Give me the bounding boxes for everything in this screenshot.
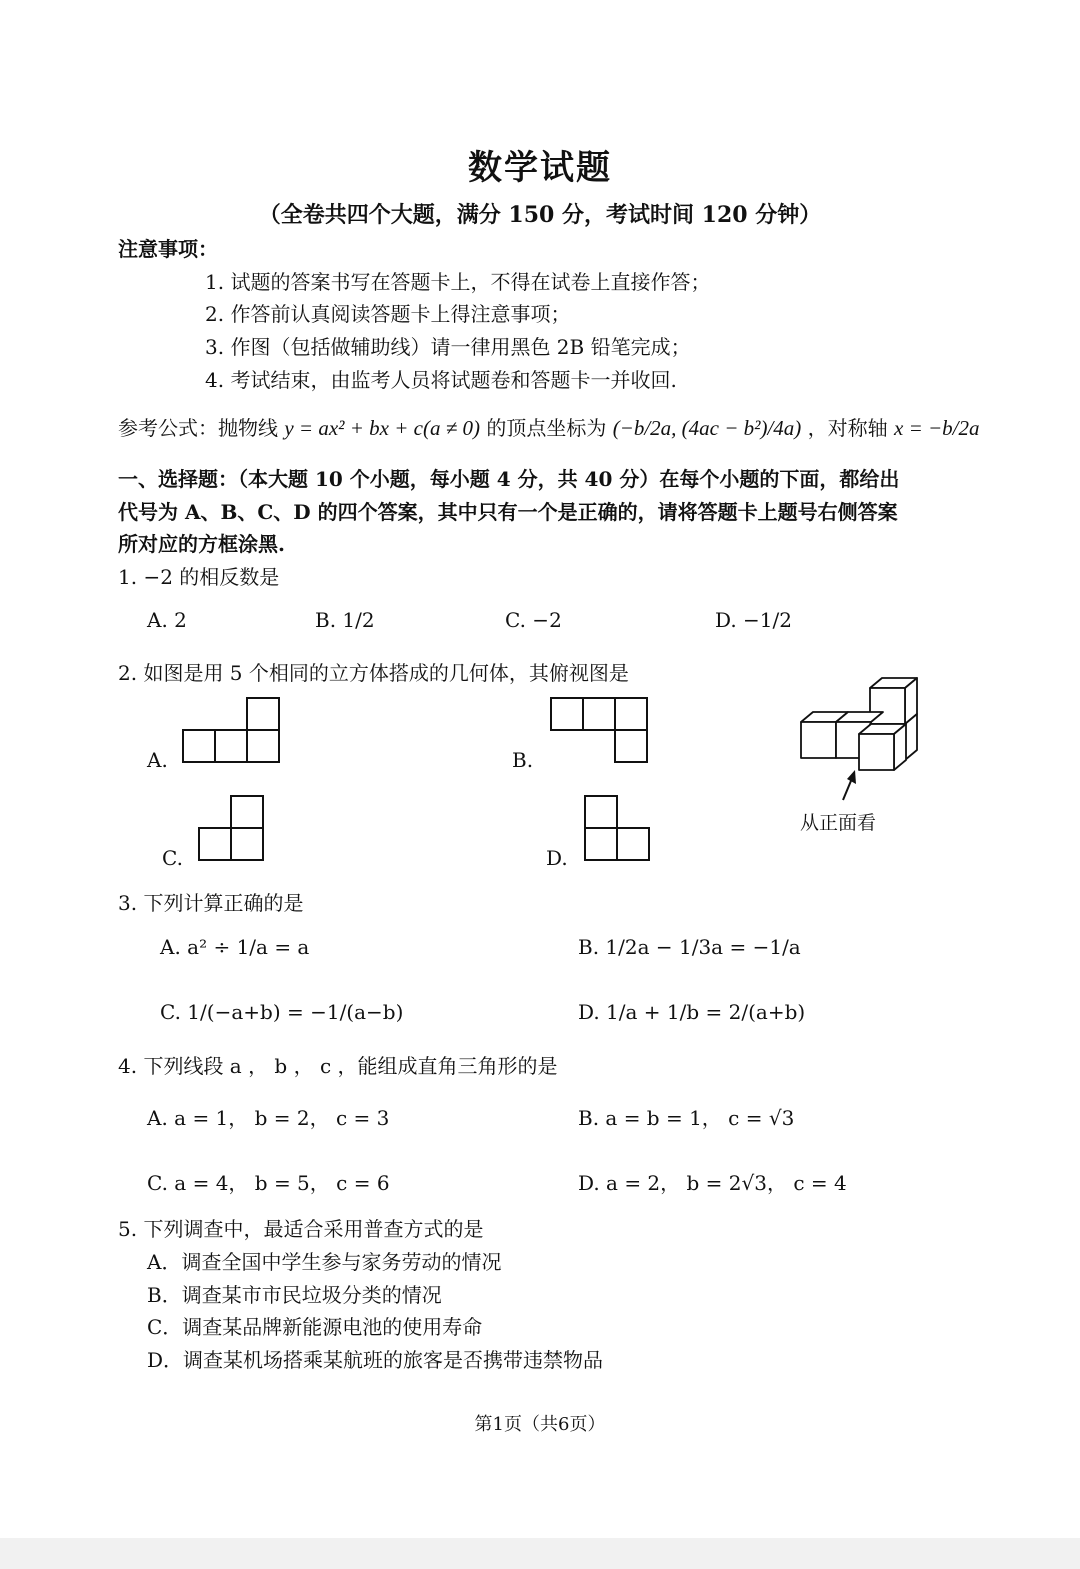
notice-heading: 注意事项：: [118, 237, 218, 261]
section1-line2: 代号为 A、B、C、D 的四个答案，其中只有一个是正确的，请将答题卡上题号右侧答案: [118, 500, 898, 524]
q5-option-a: A．调查全国中学生参与家务劳动的情况: [147, 1250, 502, 1274]
q1-option-a: A. 2: [147, 608, 187, 632]
q1-option-c: C. −2: [505, 608, 562, 632]
q4-stem: 4. 下列线段 a ， b ， c ，能组成直角三角形的是: [118, 1054, 558, 1078]
formula-mid: 的顶点坐标为: [486, 416, 607, 440]
q3-option-c: C. 1/(−a+b) = −1/(a−b): [160, 1000, 404, 1024]
q2-option-b-figure: [548, 696, 650, 766]
q4-option-d: D. a = 2， b = 2√3， c = 4: [578, 1171, 847, 1195]
q4-option-b: B. a = b = 1， c = √3: [578, 1106, 795, 1130]
q2-solid-figure: [795, 676, 925, 806]
page-title: 数学试题: [468, 148, 612, 188]
page-footer: 第1页（共6页）: [474, 1414, 606, 1435]
notice-item-3: 3. 作图（包括做辅助线）请一律用黑色 2B 铅笔完成；: [205, 335, 691, 359]
q4-option-c: C. a = 4， b = 5， c = 6: [147, 1171, 390, 1195]
exam-subtitle: （全卷共四个大题，满分 150 分，考试时间 120 分钟）: [258, 202, 822, 228]
formula-axis: x = −b/2a: [894, 416, 980, 440]
q2-label-a: A.: [147, 748, 168, 772]
q3-option-a: A. a² ÷ 1/a = a: [160, 935, 310, 959]
q2-label-c: C.: [162, 846, 183, 870]
q1-option-d: D. −1/2: [715, 608, 792, 632]
formula-vertex: (−b/2a, (4ac − b²)/4a): [612, 416, 802, 440]
formula-equation: y = ax² + bx + c(a ≠ 0): [284, 416, 480, 440]
notice-item-2: 2. 作答前认真阅读答题卡上得注意事项；: [205, 302, 571, 326]
q5-option-c: C．调查某品牌新能源电池的使用寿命: [147, 1315, 483, 1339]
q3-option-b: B. 1/2a − 1/3a = −1/a: [578, 935, 801, 959]
section1-heading: 一、选择题：（本大题 10 个小题，每小题 4 分，共 40 分）在每个小题的下面，都给出: [118, 467, 900, 491]
notice-item-1: 1. 试题的答案书写在答题卡上，不得在试卷上直接作答；: [205, 270, 711, 294]
formula-prefix: 参考公式：抛物线: [118, 416, 278, 440]
reference-formula: [118, 400, 980, 456]
q1-option-b: B. 1/2: [315, 608, 375, 632]
q2-label-b: B.: [512, 748, 534, 772]
section1-line3: 所对应的方框涂黑.: [118, 532, 285, 556]
q3-stem: 3. 下列计算正确的是: [118, 891, 304, 915]
q2-view-caption: 从正面看: [800, 812, 877, 834]
notice-item-4: 4. 考试结束，由监考人员将试题卷和答题卡一并收回.: [205, 368, 677, 392]
q3-option-d: D. 1/a + 1/b = 2/(a+b): [578, 1000, 806, 1024]
q2-label-d: D.: [546, 846, 568, 870]
q2-stem: 2. 如图是用 5 个相同的立方体搭成的几何体，其俯视图是: [118, 661, 629, 685]
q2-option-a-figure: [180, 696, 282, 766]
q2-option-d-figure: [582, 794, 654, 864]
q5-option-d: D．调查某机场搭乘某航班的旅客是否携带违禁物品: [147, 1348, 604, 1372]
bottom-bar: [0, 1538, 1080, 1569]
q5-option-b: B．调查某市市民垃圾分类的情况: [147, 1283, 442, 1307]
q2-option-c-figure: [196, 794, 268, 864]
q1-stem: 1. −2 的相反数是: [118, 565, 280, 589]
q4-option-a: A. a = 1， b = 2， c = 3: [147, 1106, 390, 1130]
formula-axis-label: ，对称轴: [807, 416, 888, 440]
q5-stem: 5. 下列调查中，最适合采用普查方式的是: [118, 1217, 484, 1241]
